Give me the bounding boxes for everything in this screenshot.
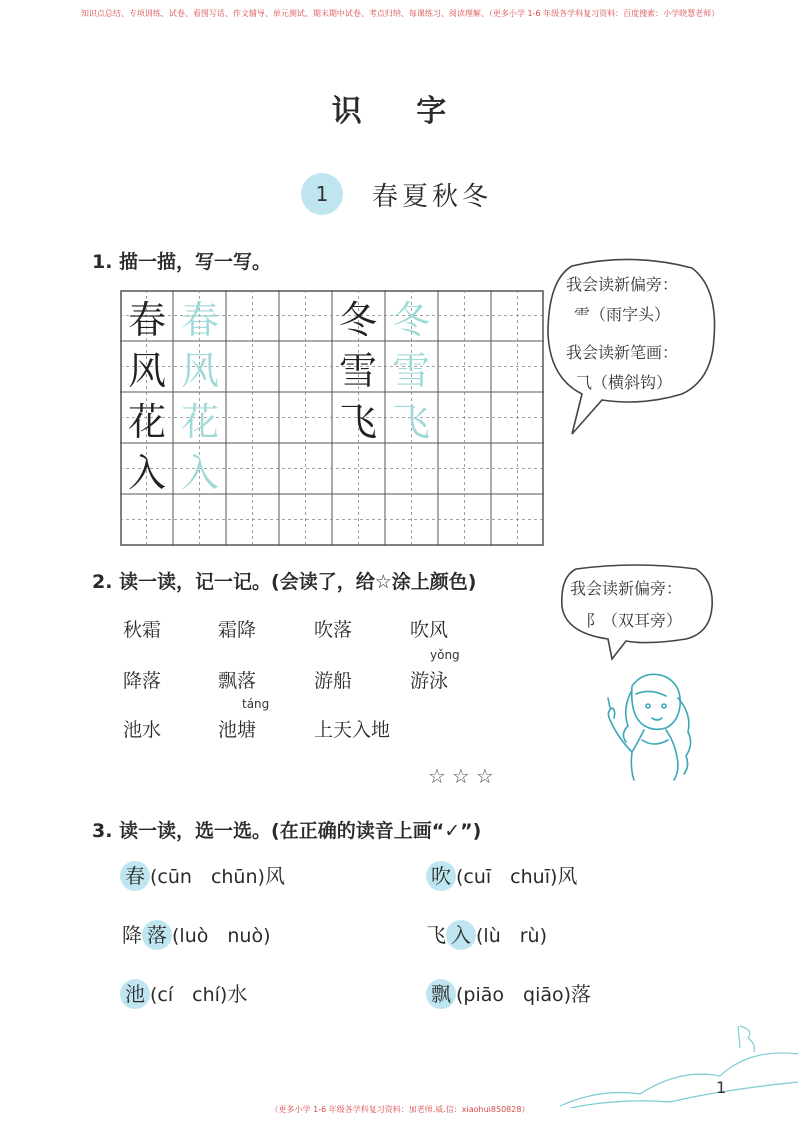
choice-5-post: 水 [227, 982, 248, 1006]
choice-item-1 [120, 860, 285, 891]
question-2-heading: 2. 读一读，记一记。(会读了，给☆涂上颜色) [92, 571, 477, 593]
page-number: 1 [716, 1078, 727, 1097]
lesson-number-badge: 1 [301, 173, 343, 215]
pinyin-yong: yǒng [430, 648, 460, 662]
choice-4-options[interactable]: (lù rù) [476, 925, 547, 947]
word-6: 飘落 [218, 670, 257, 692]
question-1-heading: 1. 描一描，写一写。 [92, 251, 272, 273]
choice-item-5 [120, 978, 247, 1009]
corner-decoration [560, 1018, 800, 1108]
bubble2-line2 [586, 608, 682, 631]
grid-trace-left-1: 春 [180, 298, 219, 342]
question-3-heading: 3. 读一读，选一选。(在正确的读音上画“✓”) [92, 820, 482, 842]
choice-1-options[interactable]: (cūn chūn) [150, 866, 265, 888]
choice-3-char: 落 [142, 920, 172, 950]
word-3: 吹落 [314, 619, 353, 641]
word-2: 霜降 [218, 619, 257, 641]
grid-char-right-2: 雪 [338, 349, 377, 393]
grid-char-right-3: 飞 [338, 400, 377, 444]
choice-6-post: 落 [571, 982, 592, 1006]
header-note: 知识点总结、专项训练、试卷、看图写话、作文辅导、单元测试、期末期中试卷、考点归纳、每课练习、阅读理解、（更多小学 1-6 年级各学科复习资料：百度搜索：小学晓慧老师） [80, 9, 720, 18]
choice-item-3 [122, 919, 270, 950]
choice-1-post: 风 [264, 864, 285, 888]
choice-item-2 [426, 860, 577, 891]
word-10: 池塘 [218, 719, 257, 741]
grid-trace-left-3: 花 [180, 400, 219, 444]
grid-trace-right-2: 雪 [391, 349, 430, 393]
rain-radical-name: （雨字头） [590, 305, 671, 324]
choice-item-4 [426, 919, 547, 950]
bubble2-line1: 我会读新偏旁： [570, 579, 683, 598]
pinyin-tang: táng [242, 697, 270, 711]
choice-3-options[interactable]: (luò nuò) [172, 925, 271, 947]
grid-char-left-1: 春 [127, 298, 166, 342]
choice-6-options[interactable]: (piāo qiāo) [456, 984, 572, 1006]
choice-1-char: 春 [120, 861, 150, 891]
bubble1-line3: 我会读新笔画： [566, 343, 679, 362]
word-4: 吹风 [410, 619, 449, 641]
choice-3-pre: 降 [122, 923, 142, 947]
grid-char-right-1: 冬 [338, 298, 377, 342]
word-7: 游船 [314, 670, 353, 692]
double-ear-radical: 阝 [586, 611, 603, 630]
choice-item-6 [426, 978, 591, 1009]
rating-stars[interactable]: ☆☆☆ [428, 764, 500, 788]
choice-2-post: 风 [557, 864, 578, 888]
choice-4-char: 入 [446, 920, 476, 950]
footer-note: （更多小学 1-6 年级各学科复习资料：加老师.威.信：xiaohui850828） [270, 1105, 530, 1114]
grid-char-left-3: 花 [127, 400, 166, 444]
word-9: 池水 [123, 719, 162, 741]
choice-4-pre: 飞 [426, 923, 446, 947]
word-8: 游泳 [410, 670, 449, 692]
grid-trace-right-3: 飞 [391, 400, 430, 444]
choice-5-char: 池 [120, 979, 150, 1009]
bubble1-line2 [574, 302, 670, 325]
word-11: 上天入地 [314, 719, 391, 741]
page-title: 识 字 [331, 94, 469, 129]
choice-2-options[interactable]: (cuī chuī) [456, 866, 558, 888]
stroke-name: （横斜钩） [592, 373, 673, 392]
word-1: 秋霜 [123, 619, 162, 641]
grid-char-left-4: 入 [127, 451, 166, 495]
choice-6-char: 飘 [426, 979, 456, 1009]
grid-char-left-2: 风 [127, 349, 166, 393]
grid-trace-right-1: 冬 [391, 298, 430, 342]
girl-illustration [592, 668, 698, 784]
grid-trace-left-2: 风 [180, 349, 219, 393]
lesson-title: 春夏秋冬 [372, 182, 493, 212]
stroke-glyph: ⺄ [576, 373, 593, 392]
choice-2-char: 吹 [426, 861, 456, 891]
grid-trace-left-4: 入 [180, 451, 219, 495]
bubble1-line4 [576, 370, 672, 393]
double-ear-radical-name: （双耳旁） [602, 611, 683, 630]
bubble1-line1: 我会读新偏旁： [566, 275, 679, 294]
rain-radical: ⻗ [574, 305, 591, 324]
word-5: 降落 [123, 670, 162, 692]
choice-5-options[interactable]: (cí chí) [150, 984, 228, 1006]
